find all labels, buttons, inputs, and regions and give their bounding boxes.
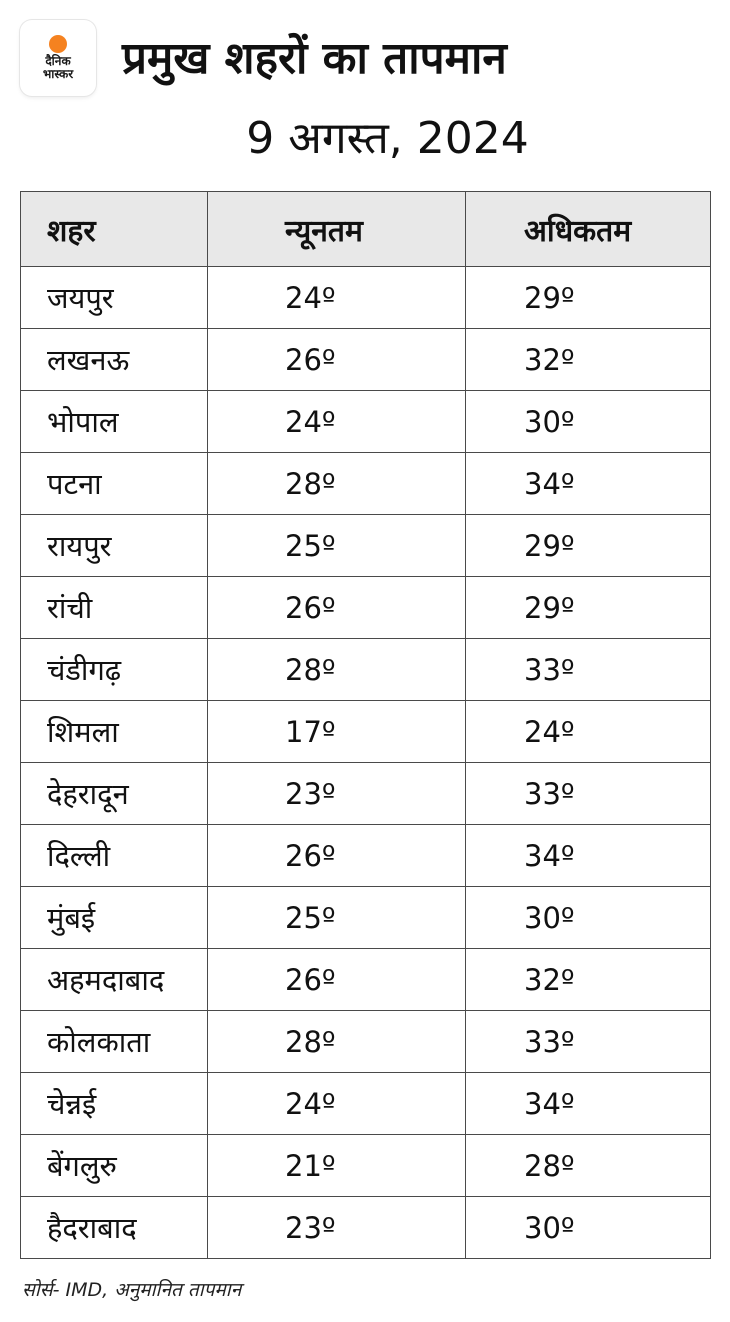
max-temp-cell: 29º [466,267,711,329]
min-temp-cell: 28º [208,453,466,515]
min-temp-cell: 17º [208,701,466,763]
max-temp-cell: 34º [466,1073,711,1135]
city-cell: कोलकाता [21,1011,208,1073]
max-temp-cell: 24º [466,701,711,763]
min-temp-cell: 26º [208,825,466,887]
min-temp-cell: 25º [208,887,466,949]
table-row [21,949,711,1011]
min-temp-cell: 25º [208,515,466,577]
min-temp-cell: 28º [208,1011,466,1073]
table-row [21,887,711,949]
min-temp-cell: 24º [208,267,466,329]
table-row [21,391,711,453]
max-temp-cell: 33º [466,1011,711,1073]
max-temp-cell: 34º [466,453,711,515]
city-cell: शिमला [21,701,208,763]
city-cell: जयपुर [21,267,208,329]
city-cell: चंडीगढ़ [21,639,208,701]
city-cell: देहरादून [21,763,208,825]
table-row [21,639,711,701]
table-row [21,701,711,763]
city-cell: भोपाल [21,391,208,453]
max-temp-cell: 32º [466,949,711,1011]
city-cell: चेन्नई [21,1073,208,1135]
max-temp-cell: 28º [466,1135,711,1197]
table-row [21,1011,711,1073]
table-row [21,577,711,639]
min-temp-cell: 26º [208,577,466,639]
source-note: सोर्स- IMD, अनुमानित तापमान [22,1279,242,1301]
column-header-city: शहर [21,192,208,267]
column-header-min: न्यूनतम [208,192,466,267]
temperature-table [20,191,711,1259]
city-cell: दिल्ली [21,825,208,887]
table-row [21,329,711,391]
min-temp-cell: 24º [208,1073,466,1135]
dainik-bhaskar-logo [20,20,96,96]
max-temp-cell: 29º [466,577,711,639]
table-row [21,763,711,825]
city-cell: रायपुर [21,515,208,577]
min-temp-cell: 24º [208,391,466,453]
max-temp-cell: 33º [466,763,711,825]
min-temp-cell: 26º [208,949,466,1011]
max-temp-cell: 30º [466,1197,711,1259]
min-temp-cell: 21º [208,1135,466,1197]
logo-text: दैनिक भास्कर [42,54,74,81]
city-cell: बेंगलुरु [21,1135,208,1197]
max-temp-cell: 32º [466,329,711,391]
page-date: 9 अगस्त, 2024 [246,113,529,164]
table-row [21,1197,711,1259]
city-cell: अहमदाबाद [21,949,208,1011]
city-cell: हैदराबाद [21,1197,208,1259]
max-temp-cell: 33º [466,639,711,701]
min-temp-cell: 28º [208,639,466,701]
max-temp-cell: 29º [466,515,711,577]
max-temp-cell: 30º [466,391,711,453]
table-row [21,515,711,577]
table-header-row [21,192,711,267]
page-title: प्रमुख शहरों का तापमान [122,33,507,84]
city-cell: पटना [21,453,208,515]
max-temp-cell: 30º [466,887,711,949]
min-temp-cell: 23º [208,1197,466,1259]
table-row [21,1073,711,1135]
column-header-max: अधिकतम [466,192,711,267]
min-temp-cell: 23º [208,763,466,825]
city-cell: मुंबई [21,887,208,949]
sun-icon [49,35,67,53]
max-temp-cell: 34º [466,825,711,887]
table-row [21,825,711,887]
table-row [21,1135,711,1197]
table-row [21,267,711,329]
city-cell: लखनऊ [21,329,208,391]
min-temp-cell: 26º [208,329,466,391]
city-cell: रांची [21,577,208,639]
table-row [21,453,711,515]
